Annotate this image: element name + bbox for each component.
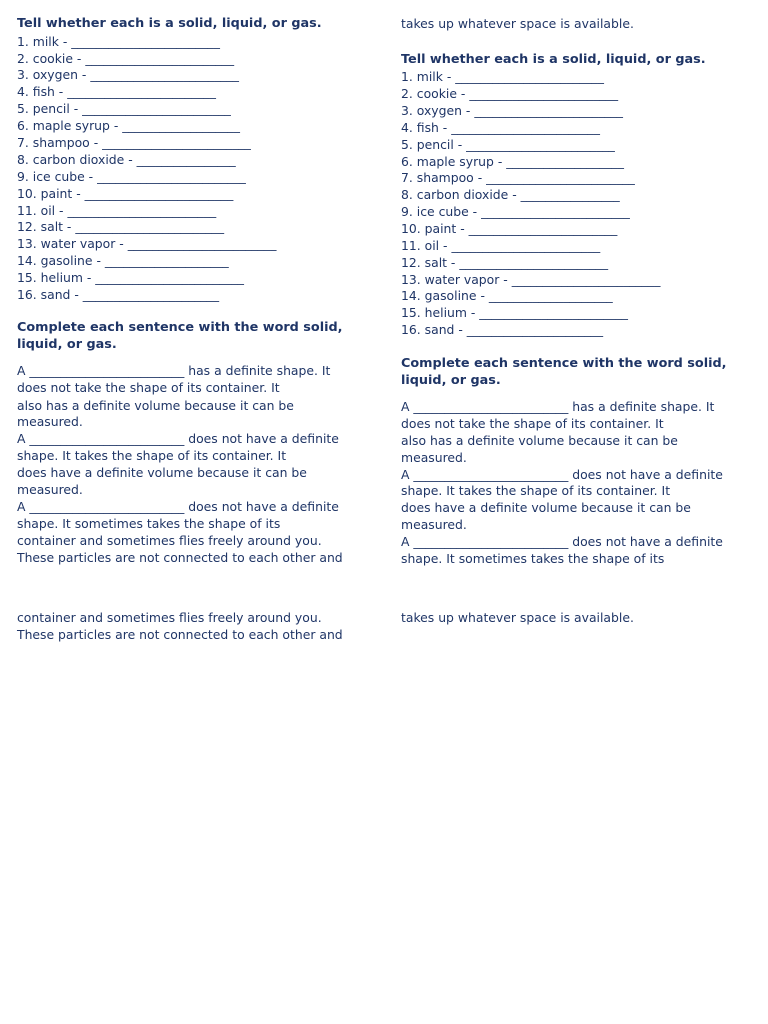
right-item: 12. salt - ________________________ [401, 255, 609, 270]
left-heading-classify: Tell whether each is a solid, liquid, or gas. [17, 16, 322, 31]
left-sentence-line: measured. [17, 482, 83, 497]
left-sentence-line: shape. It sometimes takes the shape of its [17, 516, 281, 531]
right-item: 15. helium - ________________________ [401, 305, 628, 320]
right-item: 7. shampoo - ________________________ [401, 170, 635, 185]
left-heading-complete-line2: liquid, or gas. [17, 337, 117, 352]
left-item: 11. oil - ________________________ [17, 203, 217, 218]
right-item: 14. gasoline - ____________________ [401, 288, 613, 303]
left-sentence-line: measured. [17, 414, 83, 429]
right-item: 5. pencil - ________________________ [401, 137, 615, 152]
left-sentence-line: These particles are not connected to each other and [17, 550, 343, 565]
left-sentence-line: shape. It takes the shape of its container. It [17, 448, 287, 463]
left-item: 1. milk - ________________________ [17, 34, 220, 49]
left-heading-complete-line1: Complete each sentence with the word solid, [17, 320, 343, 335]
left-sentence-line: A _________________________ does not have a definite [17, 431, 339, 446]
right-sentence-line: measured. [401, 517, 467, 532]
left-item: 9. ice cube - ________________________ [17, 169, 246, 184]
right-sentence-line: A _________________________ does not have a definite [401, 534, 723, 549]
right-heading-classify: Tell whether each is a solid, liquid, or gas. [401, 52, 706, 67]
left-item: 3. oxygen - ________________________ [17, 67, 240, 82]
right-item: 8. carbon dioxide - ________________ [401, 187, 620, 202]
right-item: 3. oxygen - ________________________ [401, 103, 624, 118]
left-item: 10. paint - ________________________ [17, 186, 234, 201]
right-item: 10. paint - ________________________ [401, 221, 618, 236]
left-sentence-line: also has a definite volume because it can be [17, 398, 294, 413]
right-sentence-line: shape. It sometimes takes the shape of its [401, 551, 665, 566]
left-sentence-line: does not take the shape of its container. It [17, 380, 280, 395]
right-top-line: takes up whatever space is available. [401, 16, 634, 31]
left-item: 13. water vapor - ________________________ [17, 236, 277, 251]
left-overflow-line: These particles are not connected to each other and [17, 627, 343, 642]
left-item: 5. pencil - ________________________ [17, 101, 231, 116]
left-sentence-line: container and sometimes flies freely around you. [17, 533, 322, 548]
right-sentence-line: also has a definite volume because it can be [401, 433, 678, 448]
right-heading-complete-line2: liquid, or gas. [401, 373, 501, 388]
right-item: 9. ice cube - ________________________ [401, 204, 630, 219]
left-sentence-line: does have a definite volume because it can be [17, 465, 307, 480]
left-item: 2. cookie - ________________________ [17, 51, 235, 66]
right-sentence-line: measured. [401, 450, 467, 465]
left-item: 16. sand - ______________________ [17, 287, 220, 302]
left-sentence-line: A _________________________ does not have a definite [17, 499, 339, 514]
right-item: 2. cookie - ________________________ [401, 86, 619, 101]
right-item: 6. maple syrup - ___________________ [401, 154, 624, 169]
left-item: 7. shampoo - ________________________ [17, 135, 251, 150]
right-sentence-line: shape. It takes the shape of its container. It [401, 483, 671, 498]
left-item: 15. helium - ________________________ [17, 270, 244, 285]
right-item: 4. fish - ________________________ [401, 120, 600, 135]
left-item: 8. carbon dioxide - ________________ [17, 152, 236, 167]
left-overflow-line: container and sometimes flies freely around you. [17, 610, 322, 625]
right-sentence-line: A _________________________ has a definite shape. It [401, 399, 715, 414]
right-item: 11. oil - ________________________ [401, 238, 601, 253]
right-sentence-line: does not take the shape of its container. It [401, 416, 664, 431]
right-sentence-line: does have a definite volume because it can be [401, 500, 691, 515]
left-item: 14. gasoline - ____________________ [17, 253, 229, 268]
left-item: 12. salt - ________________________ [17, 219, 225, 234]
left-item: 4. fish - ________________________ [17, 84, 216, 99]
right-item: 16. sand - ______________________ [401, 322, 604, 337]
left-item: 6. maple syrup - ___________________ [17, 118, 240, 133]
right-heading-complete-line1: Complete each sentence with the word solid, [401, 356, 727, 371]
right-item: 1. milk - ________________________ [401, 69, 604, 84]
right-sentence-line: A _________________________ does not have a definite [401, 467, 723, 482]
right-item: 13. water vapor - ________________________ [401, 272, 661, 287]
left-sentence-line: A _________________________ has a definite shape. It [17, 363, 331, 378]
right-overflow-line: takes up whatever space is available. [401, 610, 634, 625]
